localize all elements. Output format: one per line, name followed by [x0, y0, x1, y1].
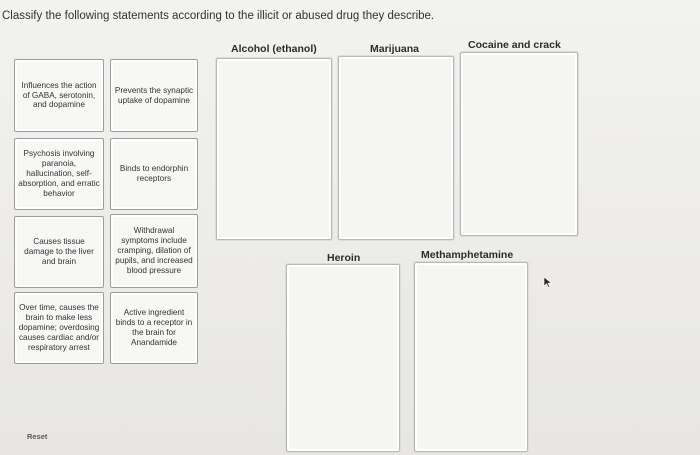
statement-card[interactable] [14, 59, 104, 132]
statement-card[interactable] [14, 138, 104, 210]
category-label-marijuana: Marijuana [370, 43, 420, 55]
mouse-pointer-icon [543, 276, 553, 288]
statement-card[interactable] [14, 292, 104, 364]
statement-card[interactable] [14, 216, 104, 288]
statement-card[interactable] [110, 214, 198, 288]
statement-card[interactable] [110, 138, 198, 210]
category-label-methamphetamine: Methamphetamine [421, 249, 514, 261]
drop-zone-heroin[interactable] [286, 264, 400, 452]
drop-zone-marijuana[interactable] [338, 56, 454, 240]
statement-card-text: Prevents the synaptic uptake of dopamine [114, 85, 194, 105]
statement-card-text: Binds to endorphin receptors [119, 164, 189, 183]
statement-card-text: Psychosis involving paranoia, hallucination, self-absorption, and erratic behavior [18, 149, 100, 198]
statement-card[interactable] [110, 292, 198, 364]
statement-card[interactable] [110, 59, 198, 132]
category-label-alcohol: Alcohol (ethanol) [231, 43, 317, 55]
statement-card-text: Withdrawal symptoms include cramping, dilation of pupils, and increased blood pressure [115, 226, 193, 275]
drop-zone-cocaine[interactable] [460, 52, 578, 236]
statement-card-text: Causes tissue damage to the liver and brain [24, 237, 94, 266]
statement-card-text: Active ingredient binds to a receptor in the brain for Anandamide [115, 308, 193, 347]
statement-card-text: Over time, causes the brain to make less dopamine; overdosing causes cardiac and/or respiratory arrest [18, 303, 100, 352]
drop-zone-alcohol[interactable] [216, 58, 332, 240]
drop-zone-methamphetamine[interactable] [414, 262, 528, 452]
category-label-heroin: Heroin [327, 252, 361, 264]
statement-card-text: Influences the action of GABA, serotonin, and dopamine [21, 80, 97, 110]
category-label-cocaine: Cocaine and crack [468, 39, 561, 51]
reset-button[interactable]: Reset [27, 432, 48, 441]
instructions-text: Classify the following statements according to the illicit or abused drug they describe. [2, 10, 435, 22]
